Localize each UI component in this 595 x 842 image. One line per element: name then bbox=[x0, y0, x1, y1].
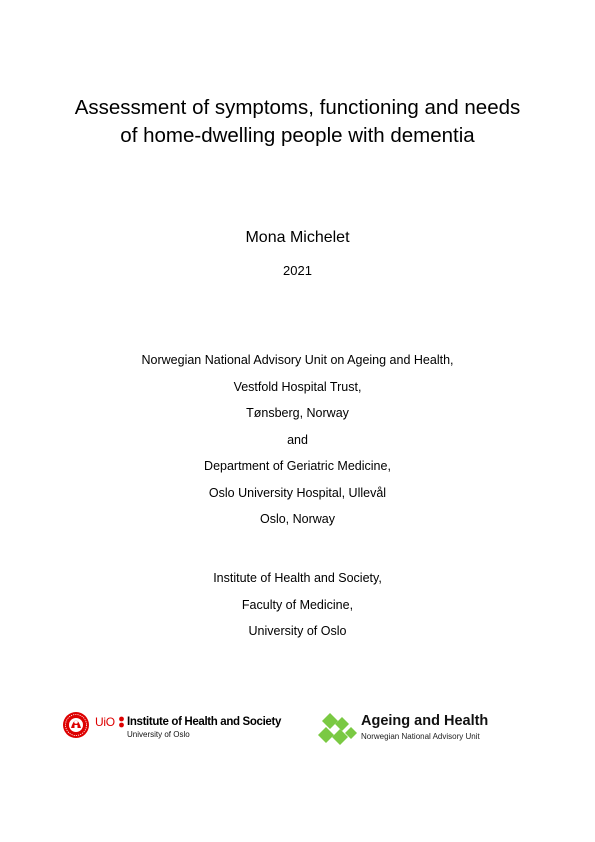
affiliation-list-secondary bbox=[0, 565, 595, 645]
affiliation-line: Department of Geriatric Medicine, bbox=[204, 459, 391, 473]
uio-university-text: University of Oslo bbox=[127, 730, 190, 739]
affiliation-line: Faculty of Medicine, bbox=[241, 597, 354, 612]
uio-seal-icon bbox=[62, 711, 90, 739]
thesis-title-line-1: Assessment of symptoms, functioning and needs bbox=[74, 96, 521, 119]
ageing-health-subtitle: Norwegian National Advisory Unit bbox=[361, 732, 480, 741]
affiliation-line: and bbox=[287, 432, 308, 447]
uio-logo bbox=[62, 711, 292, 743]
affiliation-line: University of Oslo bbox=[248, 624, 347, 638]
affiliation-list-primary bbox=[0, 347, 595, 533]
thesis-title bbox=[0, 94, 595, 150]
author-name: Mona Michelet bbox=[245, 229, 350, 246]
affiliation-line: Oslo University Hospital, Ullevål bbox=[208, 485, 387, 500]
ageing-health-diamond-icon bbox=[318, 713, 358, 745]
affiliation-line: Tønsberg, Norway bbox=[246, 406, 349, 420]
uio-institute-text: Institute of Health and Society bbox=[127, 716, 282, 728]
affiliation-line: Vestfold Hospital Trust, bbox=[233, 379, 362, 394]
publication-year: 2021 bbox=[283, 263, 312, 278]
affiliation-line: Institute of Health and Society, bbox=[213, 571, 382, 585]
affiliation-line: Norwegian National Advisory Unit on Ageing and Health, bbox=[141, 353, 454, 367]
thesis-title-line-2: of home-dwelling people with dementia bbox=[120, 124, 475, 147]
uio-brand-text: UiO bbox=[95, 715, 115, 729]
uio-separator-icon bbox=[117, 716, 126, 728]
ageing-health-logo bbox=[318, 711, 518, 747]
affiliation-line: Oslo, Norway bbox=[259, 512, 336, 526]
ageing-health-name: Ageing and Health bbox=[361, 713, 489, 729]
